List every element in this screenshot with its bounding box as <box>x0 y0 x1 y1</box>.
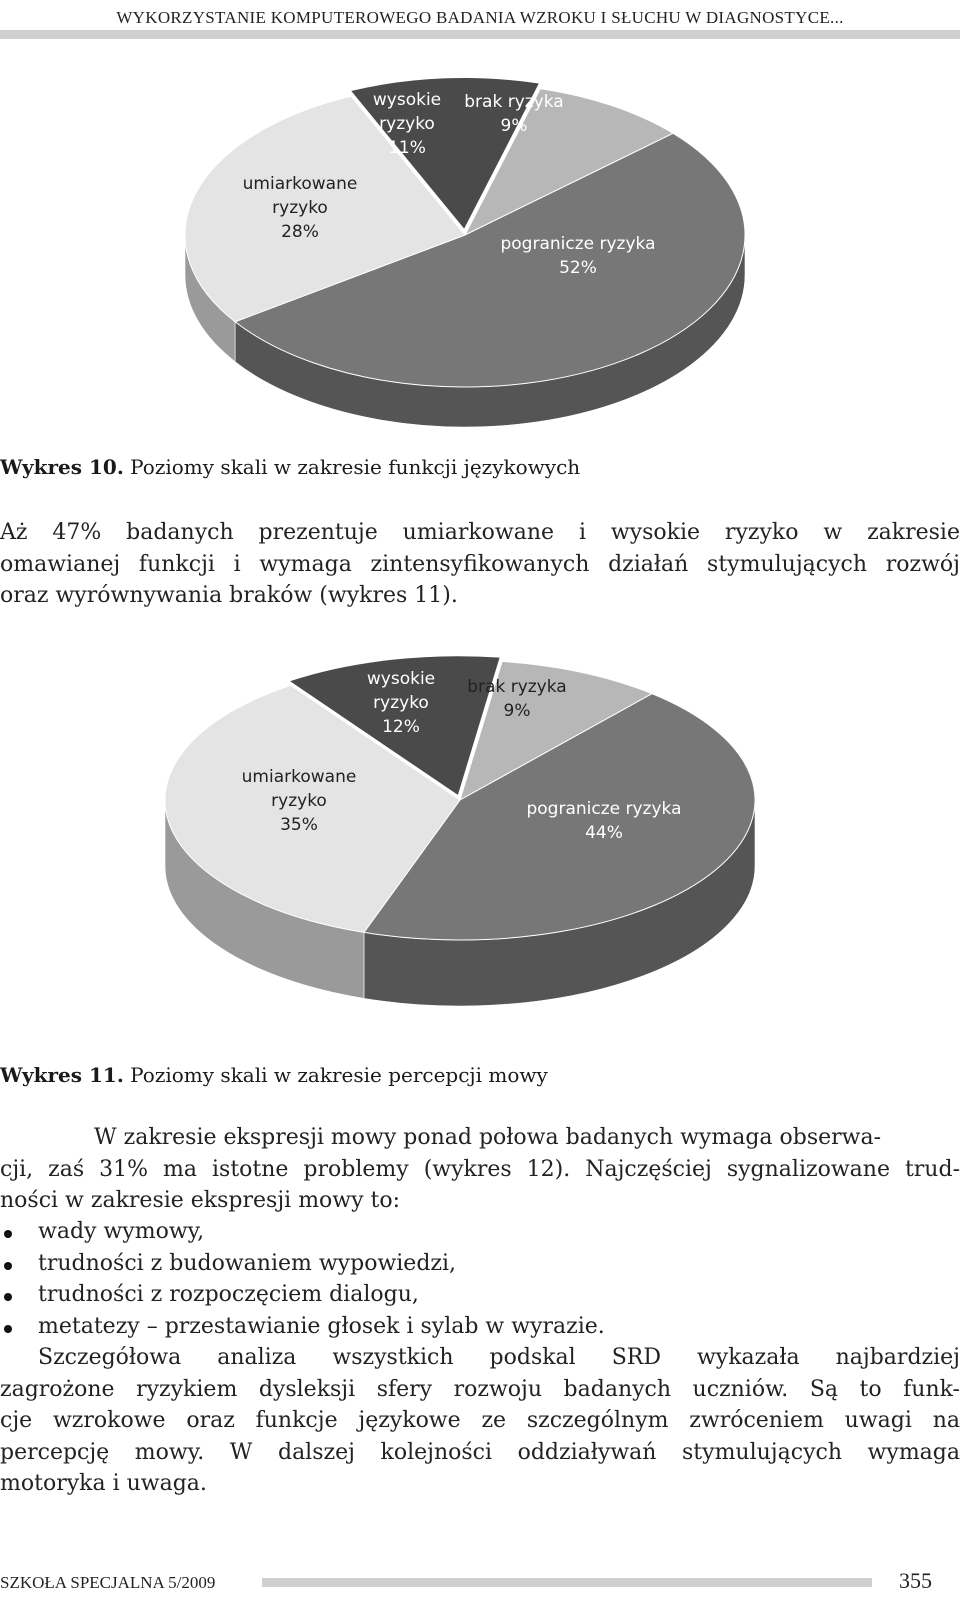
paragraph-2 <box>0 1122 960 1217</box>
pie-slice-label: pogranicze ryzyka 44% <box>526 799 682 843</box>
text-line: Szczegółowa analiza wszystkich podskal SRD wykazała najbardziej <box>38 1345 960 1370</box>
pie-slice-label: brak ryzyka 9% <box>464 92 564 136</box>
caption-label: Wykres 11. <box>0 1063 124 1087</box>
pie-chart-wykres-10 <box>0 55 960 435</box>
bullet-icon <box>4 1293 12 1301</box>
text-line: oraz wyrównywania braków (wykres 11). <box>0 583 458 608</box>
text-line: percepcję mowy. W dalszej kolejności oddziaływań stymulujących wymaga <box>0 1439 960 1465</box>
pie-slice-label: umiarkowane ryzyko 35% <box>241 767 357 835</box>
text-line: W zakresie ekspresji mowy ponad połowa badanych wymaga obserwa- <box>94 1125 882 1150</box>
caption-wykres-11 <box>0 1063 548 1087</box>
text-line: ności w zakresie ekspresji mowy to: <box>0 1188 401 1213</box>
caption-text: Poziomy skali w zakresie percepcji mowy <box>130 1063 548 1087</box>
list-item: wady wymowy, <box>0 1216 960 1248</box>
text-line: omawianej funkcji i wymaga zintensyfikowanych działań stymulujących rozwój <box>0 551 960 577</box>
footer-rule <box>262 1578 872 1587</box>
caption-wykres-10 <box>0 455 580 479</box>
list-item: metatezy – przestawianie głosek i sylab w wyrazie. <box>0 1311 960 1343</box>
bullet-icon <box>4 1262 12 1270</box>
pie-slice-label: umiarkowane ryzyko 28% <box>242 174 358 242</box>
pie-slice-label: brak ryzyka 9% <box>467 677 567 721</box>
list-item: trudności z budowaniem wypowiedzi, <box>0 1248 960 1280</box>
list-item: trudności z rozpoczęciem dialogu, <box>0 1279 960 1311</box>
bullet-icon <box>4 1325 12 1333</box>
caption-text: Poziomy skali w zakresie funkcji językowych <box>130 455 581 479</box>
bullet-list <box>0 1216 960 1342</box>
pie-slice-label: wysokie ryzyko 12% <box>366 669 436 737</box>
header-rule <box>0 30 960 39</box>
caption-label: Wykres 10. <box>0 455 124 479</box>
page-number: 355 <box>899 1568 932 1593</box>
text-line: zagrożone ryzykiem dysleksji sfery rozwoju badanych uczniów. Są to funk- <box>0 1376 960 1402</box>
pie-tops <box>165 656 755 940</box>
footer-journal: SZKOŁA SPECJALNA 5/2009 <box>0 1573 216 1592</box>
bullet-icon <box>4 1230 12 1238</box>
text-line: Aż 47% badanych prezentuje umiarkowane i wysokie ryzyko w zakresie <box>0 520 960 545</box>
text-line: cje wzrokowe oraz funkcje językowe ze szczególnym zwróceniem uwagi na <box>0 1408 960 1433</box>
text-line: motoryka i uwaga. <box>0 1471 207 1496</box>
paragraph-1 <box>0 517 960 612</box>
pie-chart-wykres-11 <box>0 630 960 1030</box>
pie-slice-label: pogranicze ryzyka 52% <box>500 234 656 278</box>
pie-tops <box>185 78 745 387</box>
pie-slice-label: wysokie ryzyko 11% <box>372 90 442 158</box>
text-line: cji, zaś 31% ma istotne problemy (wykres 12). Najczęściej sygnalizowane trud- <box>0 1156 960 1182</box>
paragraph-3 <box>0 1342 960 1500</box>
running-head: WYKORZYSTANIE KOMPUTEROWEGO BADANIA WZROKU I SŁUCHU W DIAGNOSTYCE... <box>116 8 844 27</box>
